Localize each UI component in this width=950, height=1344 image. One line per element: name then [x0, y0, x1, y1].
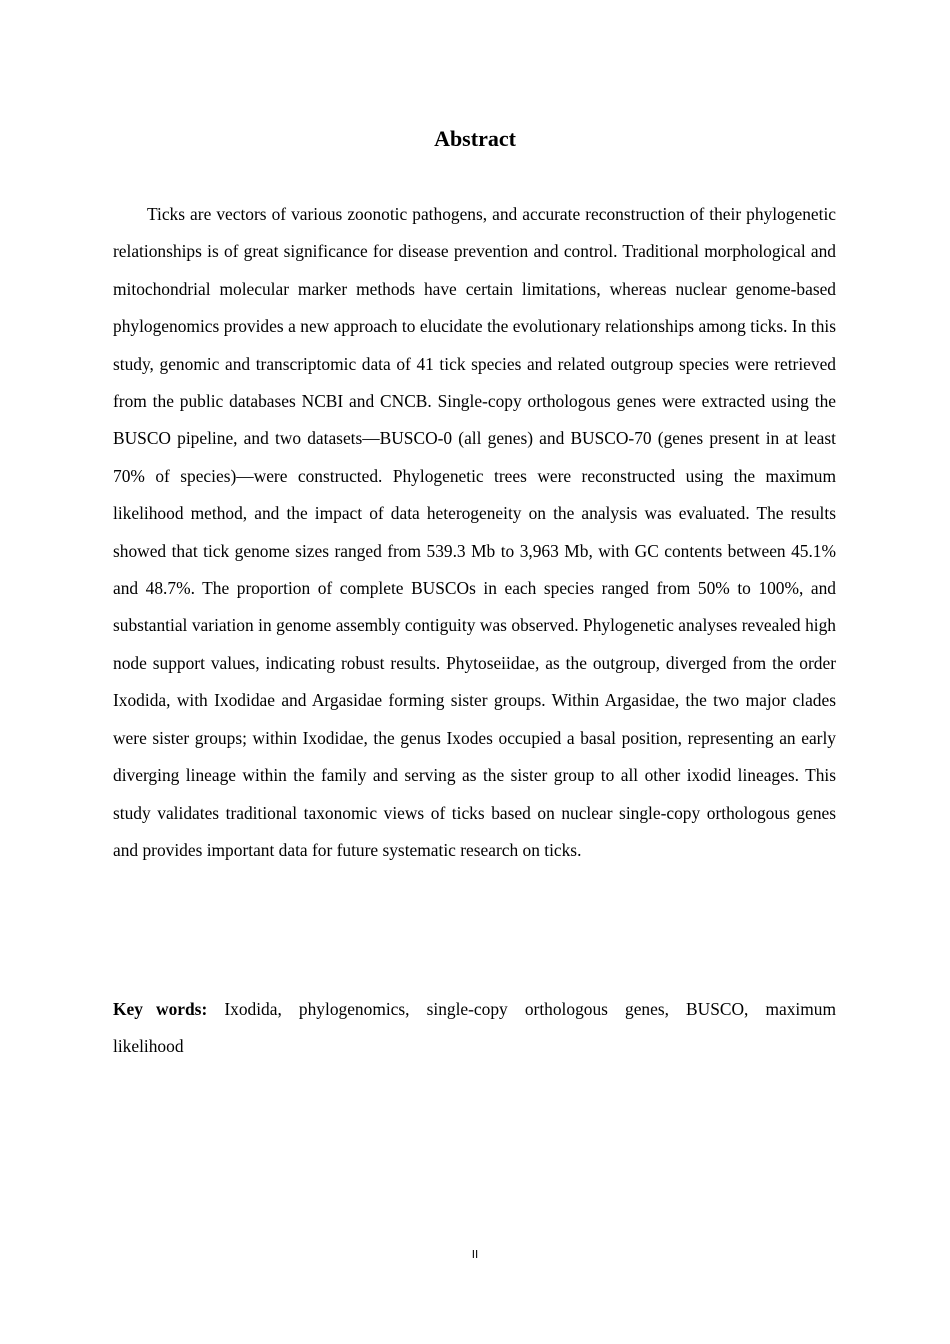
keywords-label: Key words:: [113, 999, 208, 1019]
abstract-body: Ticks are vectors of various zoonotic pathogens, and accurate reconstruction of their phylogenetic relationships is of great significance for disease prevention and control. Traditional morphological and mitochondrial molecular marker methods have certain limitations, whereas nuclear genome-based phylogenomics provides a new approach to elucidate the evolutionary relationships among ticks. In this study, genomic and transcriptomic data of 41 tick species and related outgroup species were retrieved from the public databases NCBI and CNCB. Single-copy orthologous genes were extracted using the BUSCO pipeline, and two datasets—BUSCO-0 (all genes) and BUSCO-70 (genes present in at least 70% of species)—were constructed. Phylogenetic trees were reconstructed using the maximum likelihood method, and the impact of data heterogeneity on the analysis was evaluated. The results showed that tick genome sizes ranged from 539.3 Mb to 3,963 Mb, with GC contents between 45.1% and 48.7%. The proportion of complete BUSCOs in each species ranged from 50% to 100%, and substantial variation in genome assembly contiguity was observed. Phylogenetic analyses revealed high node support values, indicating robust results. Phytoseiidae, as the outgroup, diverged from the order Ixodida, with Ixodidae and Argasidae forming sister groups. Within Argasidae, the two major clades were sister groups; within Ixodidae, the genus Ixodes occupied a basal position, representing an early diverging lineage within the family and serving as the sister group to all other ixodid lineages. This study validates traditional taxonomic views of ticks based on nuclear single-copy orthologous genes and provides important data for future systematic research on ticks.: [113, 204, 836, 860]
keywords-paragraph: [113, 991, 836, 1064]
page-number: II: [471, 1248, 479, 1261]
keywords-list: Ixodida, phylogenomics, single-copy orthologous genes, BUSCO, maximum likelihood: [113, 999, 836, 1056]
abstract-title: Abstract: [434, 126, 516, 151]
